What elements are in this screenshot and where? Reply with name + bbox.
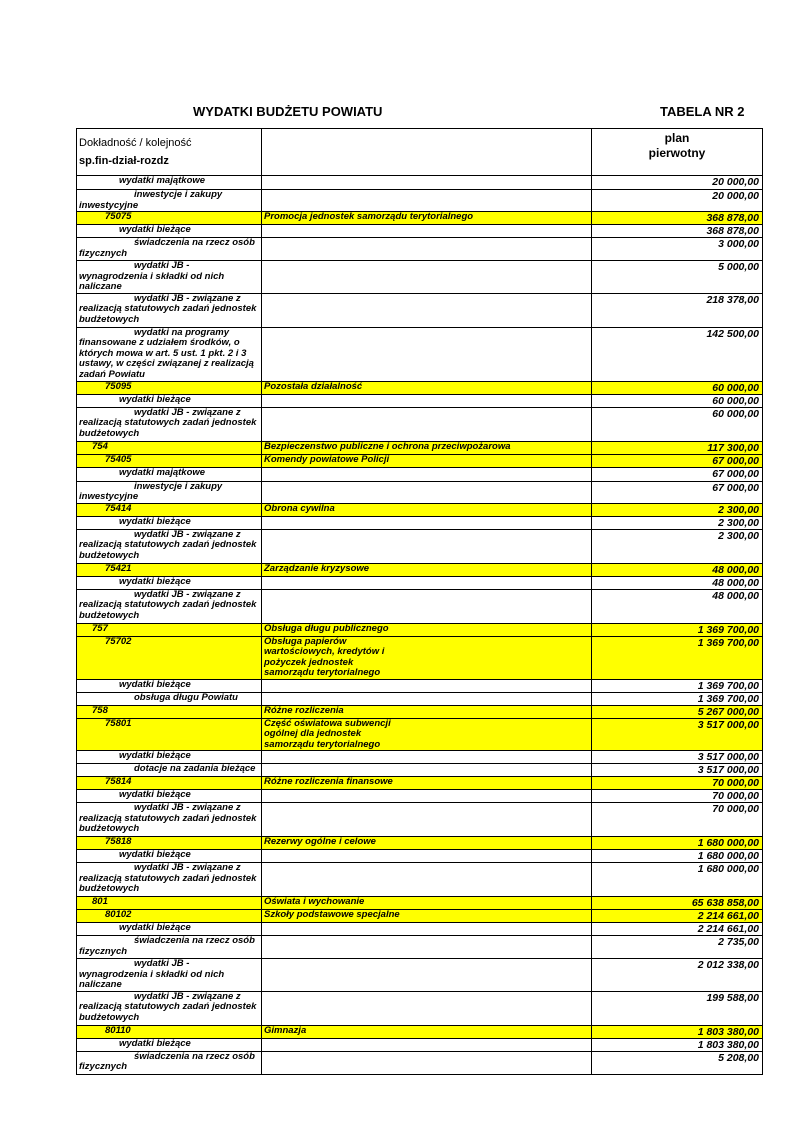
- row-description: [262, 467, 592, 481]
- row-description: Gimnazja: [262, 1025, 592, 1038]
- row-label: inwestycje i zakupy inwestycyjne: [79, 481, 223, 502]
- row-description: Oświata i wychowanie: [262, 897, 592, 910]
- row-description: Różne rozliczenia finansowe: [262, 777, 592, 790]
- row-classification: [77, 1038, 262, 1051]
- row-plan-value: 48 000,00: [592, 563, 763, 576]
- row-classification: [77, 636, 262, 679]
- row-label: wydatki JB - związane z realizacją statutowych zadań jednostek budżetowych: [79, 529, 257, 561]
- row-plan-value: 2 214 661,00: [592, 910, 763, 923]
- row-plan-value: 60 000,00: [592, 381, 763, 394]
- row-classification: [77, 897, 262, 910]
- table-row: [77, 454, 763, 467]
- row-label: 80102: [105, 909, 132, 920]
- row-description: [262, 803, 592, 837]
- row-description: Promocja jednostek samorządu terytorialnego: [262, 212, 592, 225]
- row-description: [262, 529, 592, 563]
- row-description: [262, 407, 592, 441]
- row-classification: [77, 623, 262, 636]
- table-row: [77, 910, 763, 923]
- row-label: 757: [92, 623, 108, 634]
- row-plan-value: 368 878,00: [592, 225, 763, 238]
- row-plan-value: 1 680 000,00: [592, 850, 763, 863]
- row-plan-value: 1 803 380,00: [592, 1038, 763, 1051]
- header-col-classification: [77, 129, 262, 176]
- table-row: [77, 529, 763, 563]
- row-label: 75421: [105, 563, 132, 574]
- row-classification: [77, 261, 262, 294]
- row-description: [262, 238, 592, 261]
- row-classification: [77, 441, 262, 454]
- row-classification: [77, 718, 262, 751]
- row-plan-value: 2 214 661,00: [592, 923, 763, 936]
- row-description: [262, 481, 592, 503]
- row-description: [262, 1051, 592, 1074]
- row-classification: [77, 1051, 262, 1074]
- row-description: Obsługa długu publicznego: [262, 623, 592, 636]
- table-row: [77, 576, 763, 589]
- table-row: [77, 467, 763, 481]
- row-plan-value: 65 638 858,00: [592, 897, 763, 910]
- row-classification: [77, 991, 262, 1025]
- row-plan-value: 70 000,00: [592, 790, 763, 803]
- row-plan-value: 20 000,00: [592, 190, 763, 212]
- row-description: Komendy powiatowe Policji: [262, 454, 592, 467]
- row-plan-value: 1 369 700,00: [592, 636, 763, 679]
- row-label: 75414: [105, 503, 132, 514]
- row-classification: [77, 923, 262, 936]
- row-plan-value: 117 300,00: [592, 441, 763, 454]
- row-classification: [77, 327, 262, 381]
- row-classification: [77, 516, 262, 529]
- row-classification: [77, 529, 262, 563]
- row-plan-value: 48 000,00: [592, 589, 763, 623]
- row-label: 75702: [105, 636, 132, 647]
- budget-table: [76, 128, 763, 1075]
- row-plan-value: 70 000,00: [592, 803, 763, 837]
- row-label: wydatki bieżące: [119, 789, 191, 800]
- header-col-plan: [592, 129, 763, 176]
- row-description: [262, 923, 592, 936]
- row-label: wydatki JB - związane z realizacją statutowych zadań jednostek budżetowych: [79, 991, 257, 1023]
- table-row: [77, 718, 763, 751]
- row-plan-value: 2 012 338,00: [592, 959, 763, 992]
- table-row: [77, 790, 763, 803]
- row-label: wydatki bieżące: [119, 679, 191, 690]
- row-label: 754: [92, 441, 108, 452]
- row-label: wydatki bieżące: [119, 750, 191, 761]
- table-row: [77, 897, 763, 910]
- row-label: wydatki JB - wynagrodzenia i składki od nich naliczane: [79, 260, 225, 292]
- row-plan-value: 20 000,00: [592, 176, 763, 190]
- row-classification: [77, 1025, 262, 1038]
- table-row: [77, 936, 763, 959]
- table-row: [77, 1038, 763, 1051]
- table-row: [77, 238, 763, 261]
- row-classification: [77, 293, 262, 327]
- row-classification: [77, 705, 262, 718]
- row-description: Bezpieczenstwo publiczne i ochrona przeciwpożarowa: [262, 441, 592, 454]
- table-row: [77, 923, 763, 936]
- row-label: wydatki bieżące: [119, 224, 191, 235]
- row-label: wydatki bieżące: [119, 394, 191, 405]
- row-label: 758: [92, 705, 108, 716]
- row-plan-value: 1 680 000,00: [592, 837, 763, 850]
- row-plan-value: 1 803 380,00: [592, 1025, 763, 1038]
- row-classification: [77, 803, 262, 837]
- row-classification: [77, 764, 262, 777]
- row-description: Rezerwy ogólne i celowe: [262, 837, 592, 850]
- row-classification: [77, 692, 262, 705]
- row-description: [262, 589, 592, 623]
- row-plan-value: 368 878,00: [592, 212, 763, 225]
- row-description: [262, 679, 592, 692]
- row-label: wydatki bieżące: [119, 576, 191, 587]
- row-label: wydatki bieżące: [119, 516, 191, 527]
- header-col-description: [262, 129, 592, 176]
- table-row: [77, 293, 763, 327]
- row-plan-value: 5 208,00: [592, 1051, 763, 1074]
- row-plan-value: 142 500,00: [592, 327, 763, 381]
- row-classification: [77, 503, 262, 516]
- row-label: świadczenia na rzecz osób fizycznych: [79, 935, 255, 957]
- table-row: [77, 563, 763, 576]
- row-plan-value: 1 369 700,00: [592, 679, 763, 692]
- table-row: [77, 381, 763, 394]
- row-label: wydatki bieżące: [119, 922, 191, 933]
- table-row: [77, 959, 763, 992]
- row-classification: [77, 238, 262, 261]
- row-label: świadczenia na rzecz osób fizycznych: [79, 237, 255, 259]
- row-description: Szkoły podstawowe specjalne: [262, 910, 592, 923]
- row-description: [262, 959, 592, 992]
- table-row: [77, 692, 763, 705]
- row-classification: [77, 863, 262, 897]
- table-row: [77, 176, 763, 190]
- row-plan-value: 67 000,00: [592, 481, 763, 503]
- row-label: wydatki majątkowe: [119, 175, 206, 186]
- row-description: [262, 850, 592, 863]
- row-plan-value: 67 000,00: [592, 467, 763, 481]
- row-label: świadczenia na rzecz osób fizycznych: [79, 1051, 255, 1072]
- row-label: wydatki JB - związane z realizacją statutowych zadań jednostek budżetowych: [79, 802, 257, 834]
- row-description: [262, 293, 592, 327]
- row-classification: [77, 381, 262, 394]
- row-classification: [77, 936, 262, 959]
- table-row: [77, 1025, 763, 1038]
- row-plan-value: 5 267 000,00: [592, 705, 763, 718]
- row-description: [262, 692, 592, 705]
- table-row: [77, 394, 763, 407]
- header-precision-label: Dokładność / kolejność: [79, 137, 192, 149]
- row-classification: [77, 212, 262, 225]
- row-plan-value: 2 300,00: [592, 529, 763, 563]
- row-classification: [77, 959, 262, 992]
- row-description: Różne rozliczenia: [262, 705, 592, 718]
- row-classification: [77, 910, 262, 923]
- row-classification: [77, 589, 262, 623]
- row-label: 80110: [105, 1025, 131, 1036]
- row-plan-value: 3 000,00: [592, 238, 763, 261]
- row-classification: [77, 407, 262, 441]
- row-classification: [77, 481, 262, 503]
- header-plan-line2: pierwotny: [648, 146, 706, 160]
- header-plan-line1: plan: [664, 131, 690, 145]
- row-description: Obsługa papierów wartościowych, kredytów i pożyczek jednostek samorządu terytorialnego: [262, 636, 592, 679]
- table-row: [77, 764, 763, 777]
- row-plan-value: 60 000,00: [592, 407, 763, 441]
- row-label: wydatki JB - związane z realizacją statutowych zadań jednostek budżetowych: [79, 589, 257, 621]
- row-label: 75095: [105, 381, 132, 392]
- table-row: [77, 991, 763, 1025]
- row-label: wydatki na programy finansowane z udziałem środków, o których mowa w art. 5 ust. 1 pkt. 2 i 3 ustawy, w części związanej z realizacją zadań Powiatu: [79, 327, 254, 380]
- row-classification: [77, 790, 262, 803]
- row-plan-value: 67 000,00: [592, 454, 763, 467]
- table-row: [77, 212, 763, 225]
- row-plan-value: 48 000,00: [592, 576, 763, 589]
- table-row: [77, 1051, 763, 1074]
- row-classification: [77, 563, 262, 576]
- row-description: [262, 176, 592, 190]
- table-row: [77, 636, 763, 679]
- table-row: [77, 863, 763, 897]
- row-label: 75814: [105, 776, 132, 787]
- table-row: [77, 589, 763, 623]
- row-label: 75818: [105, 836, 132, 847]
- row-description: [262, 936, 592, 959]
- table-row: [77, 623, 763, 636]
- row-classification: [77, 176, 262, 190]
- row-description: [262, 394, 592, 407]
- table-header-row: [77, 129, 763, 176]
- row-classification: [77, 454, 262, 467]
- row-description: [262, 225, 592, 238]
- row-plan-value: 218 378,00: [592, 293, 763, 327]
- row-plan-value: 70 000,00: [592, 777, 763, 790]
- row-label: 75075: [105, 211, 132, 222]
- row-description: [262, 863, 592, 897]
- row-plan-value: 1 369 700,00: [592, 623, 763, 636]
- row-label: obsługa długu Powiatu: [134, 692, 238, 703]
- row-classification: [77, 679, 262, 692]
- row-description: Pozostała działalność: [262, 381, 592, 394]
- row-classification: [77, 777, 262, 790]
- row-label: wydatki bieżące: [119, 1038, 191, 1049]
- table-row: [77, 679, 763, 692]
- table-row: [77, 837, 763, 850]
- row-label: wydatki JB - związane z realizacją statutowych zadań jednostek budżetowych: [79, 862, 257, 894]
- row-plan-value: 3 517 000,00: [592, 718, 763, 751]
- row-classification: [77, 225, 262, 238]
- row-description: [262, 790, 592, 803]
- table-row: [77, 705, 763, 718]
- row-description: [262, 991, 592, 1025]
- row-label: wydatki bieżące: [119, 849, 191, 860]
- row-plan-value: 3 517 000,00: [592, 764, 763, 777]
- table-row: [77, 777, 763, 790]
- row-description: [262, 327, 592, 381]
- table-row: [77, 481, 763, 503]
- row-plan-value: 60 000,00: [592, 394, 763, 407]
- row-plan-value: 199 588,00: [592, 991, 763, 1025]
- row-label: wydatki JB - związane z realizacją statutowych zadań jednostek budżetowych: [79, 407, 257, 439]
- row-classification: [77, 837, 262, 850]
- row-description: [262, 516, 592, 529]
- row-label: dotacje na zadania bieżące: [134, 763, 256, 774]
- table-row: [77, 441, 763, 454]
- row-plan-value: 1 369 700,00: [592, 692, 763, 705]
- row-classification: [77, 190, 262, 212]
- table-row: [77, 407, 763, 441]
- table-row: [77, 190, 763, 212]
- table-number: TABELA NR 2: [660, 104, 745, 119]
- table-row: [77, 751, 763, 764]
- row-description: [262, 751, 592, 764]
- row-classification: [77, 576, 262, 589]
- table-row: [77, 327, 763, 381]
- header-code-label: sp.fin-dział-rozdz: [79, 155, 169, 167]
- table-row: [77, 516, 763, 529]
- row-description: Zarządzanie kryzysowe: [262, 563, 592, 576]
- row-classification: [77, 467, 262, 481]
- row-classification: [77, 751, 262, 764]
- row-label: 75405: [105, 454, 132, 465]
- row-classification: [77, 394, 262, 407]
- row-plan-value: 2 300,00: [592, 516, 763, 529]
- row-description: [262, 1038, 592, 1051]
- row-plan-value: 2 735,00: [592, 936, 763, 959]
- row-description: [262, 764, 592, 777]
- row-label: 801: [92, 896, 108, 907]
- row-description: [262, 576, 592, 589]
- table-row: [77, 225, 763, 238]
- row-label: 75801: [105, 718, 132, 729]
- table-row: [77, 261, 763, 294]
- table-row: [77, 503, 763, 516]
- row-label: inwestycje i zakupy inwestycyjne: [79, 189, 223, 211]
- row-plan-value: 5 000,00: [592, 261, 763, 294]
- row-label: wydatki JB - wynagrodzenia i składki od nich naliczane: [79, 958, 225, 990]
- row-classification: [77, 850, 262, 863]
- row-description: [262, 261, 592, 294]
- row-plan-value: 3 517 000,00: [592, 751, 763, 764]
- row-description: [262, 190, 592, 212]
- table-row: [77, 803, 763, 837]
- row-description: Część oświatowa subwencji ogólnej dla jednostek samorządu terytorialnego: [262, 718, 592, 751]
- document-title: WYDATKI BUDŻETU POWIATU: [193, 104, 383, 119]
- row-plan-value: 1 680 000,00: [592, 863, 763, 897]
- row-label: wydatki majątkowe: [119, 467, 206, 478]
- row-description: Obrona cywilna: [262, 503, 592, 516]
- row-label: wydatki JB - związane z realizacją statutowych zadań jednostek budżetowych: [79, 293, 257, 325]
- table-row: [77, 850, 763, 863]
- row-plan-value: 2 300,00: [592, 503, 763, 516]
